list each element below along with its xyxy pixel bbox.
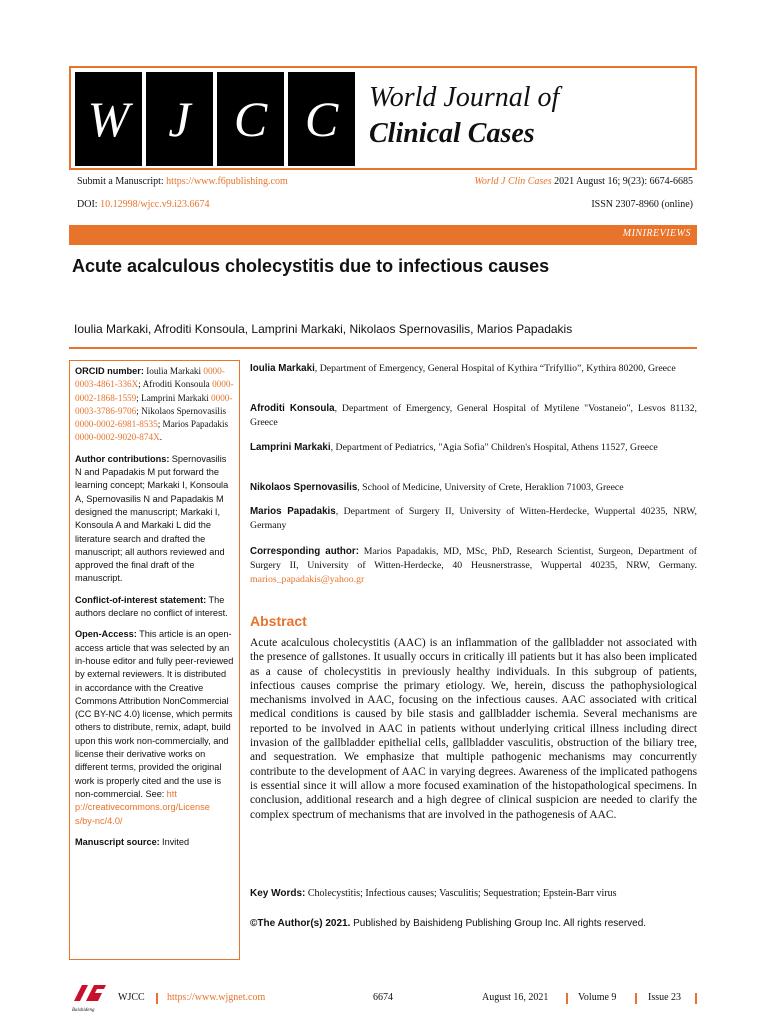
email-link[interactable]: marios_papadakis@yahoo.gr bbox=[250, 574, 365, 585]
baishideng-logo-icon bbox=[72, 983, 108, 1003]
coi-label: Conflict-of-interest statement: bbox=[75, 594, 207, 605]
publisher-logo bbox=[72, 983, 108, 1011]
banner-letter-j: J bbox=[146, 72, 213, 166]
submit-label: Submit a Manuscript: bbox=[77, 176, 164, 187]
affiliation-4 bbox=[250, 481, 697, 495]
orcid-author-4: ; Nikolaos Spernovasilis bbox=[136, 405, 227, 416]
corresponding-author bbox=[250, 545, 697, 587]
section-bar bbox=[69, 225, 697, 245]
footer-url[interactable]: https://www.wjgnet.com bbox=[167, 992, 266, 1003]
orcid-link-3[interactable]: 0000-0003-3786-9706 bbox=[75, 392, 233, 416]
affiliation-text-4: , School of Medicine, University of Crete, Heraklion 71003, Greece bbox=[357, 482, 624, 493]
copyright-bold: ©The Author(s) 2021. bbox=[250, 918, 351, 929]
abstract-text: Acute acalculous cholecystitis (AAC) is an inflammation of the gallbladder not associated with the presence of gallstones. It usually occurs in critically ill patients but it has also been implicated as a cause of cholecystitis in previously healthy individuals. In this subgroup of patients, infectious causes comprise the primary etiology. We, herein, discuss the pathophysiological mechanisms involved in AAC, focusing on the infectious causes. AAC associated with critical medical conditions is caused by bile stasis and gallbladder ischemia. Several mechanisms are reported to be involved in AAC in patients without underlying critical illness including direct invasion of the gallbladder epithelial cells, gallbladder vasculitis, obstruction of the biliary tree, and sequestration. We emphasize that multiple pathogenic mechanisms may concurrently contribute to the development of AAC in varying degrees. Awareness of the implicated pathogens is essential since it will allow a more focused examination of the histopathological specimens. In conclusion, additional research and a high degree of clinical suspicion are needed to clarify the complex spectrum of mechanisms that are involved in the pathogenesis of AAC. bbox=[250, 637, 697, 821]
footer-sep-1 bbox=[156, 993, 158, 1004]
orcid-link-4[interactable]: 0000-0002-6981-8535 bbox=[75, 419, 158, 430]
footer-sep-4 bbox=[695, 993, 697, 1004]
sidebar-box bbox=[69, 360, 240, 960]
manuscript-source-block bbox=[75, 836, 234, 849]
orcid-block bbox=[75, 365, 234, 445]
citation-text: 2021 August 16; 9(23): 6674-6685 bbox=[554, 176, 693, 187]
citation bbox=[474, 176, 693, 187]
banner-letter-c2: C bbox=[288, 72, 355, 166]
issn: ISSN 2307-8960 (online) bbox=[591, 199, 693, 210]
affiliation-text-3: , Department of Pediatrics, "Agia Sofia" Children's Hospital, Athens 11527, Greece bbox=[330, 442, 658, 453]
affiliation-1 bbox=[250, 362, 697, 376]
banner-letter-w: W bbox=[75, 72, 142, 166]
affiliation-name-5: Marios Papadakis bbox=[250, 506, 336, 517]
doi-label: DOI: bbox=[77, 199, 98, 210]
section-label: MINIREVIEWS bbox=[622, 228, 691, 239]
coi-text: The authors declare no conflict of interest. bbox=[75, 594, 228, 619]
journal-title-line2: Clinical Cases bbox=[369, 118, 535, 149]
footer-sep-3 bbox=[635, 993, 637, 1004]
article-title: Acute acalculous cholecystitis due to infectious causes bbox=[72, 256, 550, 276]
journal-abbrev: World J Clin Cases bbox=[474, 176, 552, 187]
corresponding-text: Marios Papadakis, MD, MSc, PhD, Research Scientist, Surgeon, Department of Surgery II, University of Witten-Herdecke, 40 Heusnerstrasse, Wuppertal 40235, NRW, Germany. bbox=[250, 546, 697, 571]
orcid-link-1[interactable]: 0000-0003-4861-336X bbox=[75, 366, 225, 390]
page-number: 6674 bbox=[373, 992, 393, 1003]
divider-rule bbox=[69, 347, 697, 349]
footer-date: August 16, 2021 bbox=[482, 992, 549, 1003]
affiliation-name-3: Lamprini Markaki bbox=[250, 442, 331, 453]
footer-volume: Volume 9 bbox=[578, 992, 617, 1003]
affiliation-name-1: Ioulia Markaki bbox=[250, 363, 315, 374]
footer-issue: Issue 23 bbox=[648, 992, 682, 1003]
manuscript-source-text: Invited bbox=[162, 836, 190, 847]
orcid-label: ORCID number: bbox=[75, 366, 144, 376]
logo-text: Baishideng bbox=[72, 1008, 95, 1013]
manuscript-source-label: Manuscript source: bbox=[75, 836, 160, 847]
orcid-end: . bbox=[159, 432, 163, 443]
affiliation-text-2: , Department of Emergency, General Hospital of Mytilene "Vostaneio", Lesvos 81132, Greece bbox=[250, 403, 698, 428]
affiliation-3 bbox=[250, 441, 697, 455]
doi-link[interactable]: 10.12998/wjcc.v9.i23.6674 bbox=[100, 199, 210, 210]
corresponding-label: Corresponding author: bbox=[250, 546, 359, 557]
banner-letter-c1: C bbox=[217, 72, 284, 166]
keywords-text: Cholecystitis; Infectious causes; Vasculitis; Sequestration; Epstein-Barr virus bbox=[307, 888, 617, 899]
meta-row-2 bbox=[77, 199, 693, 210]
license-link-part3[interactable]: s/by-nc/4.0/ bbox=[75, 815, 123, 826]
open-access-label: Open-Access: bbox=[75, 629, 137, 640]
coi-block bbox=[75, 594, 234, 621]
contrib-block bbox=[75, 453, 234, 586]
submit-link[interactable]: https://www.f6publishing.com bbox=[166, 176, 288, 187]
affiliation-text-5: , Department of Surgery II, University of Witten-Herdecke, Wuppertal 40235, NRW, Germany bbox=[250, 506, 697, 531]
keywords bbox=[250, 888, 617, 899]
orcid-author-2: ; Afroditi Konsoula bbox=[138, 379, 210, 390]
orcid-link-2[interactable]: 0000-0002-1868-1559 bbox=[75, 379, 234, 403]
license-link-part1[interactable]: htt bbox=[166, 788, 177, 799]
open-access-text: This article is an open-access article that was selected by an in-house editor and fully peer-reviewed by external reviewers. It is distributed in accordance with the Creative Commons Attribution NonCommercial (CC BY-NC 4.0) license, which permits others to distribute, remix, adapt, build upon this work non-commercially, and license their derivative works on different terms, provided the original work is properly cited and the use is non-commercial. See: bbox=[75, 629, 234, 799]
affiliation-name-2: Afroditi Konsoula bbox=[250, 403, 335, 414]
abstract-heading: Abstract bbox=[250, 613, 307, 629]
orcid-author-5: ; Marios Papadakis bbox=[157, 419, 229, 430]
journal-banner bbox=[69, 66, 697, 170]
meta-row-1 bbox=[77, 176, 693, 187]
keywords-label: Key Words: bbox=[250, 888, 306, 899]
footer-sep-2 bbox=[566, 993, 568, 1004]
contrib-text: Spernovasilis N and Papadakis M put forward the learning concept; Markaki I, Konsoula A, Spernovasilis N and Papadakis M designed the manuscript; Markaki I, Konsoula A and Markaki L did the literature search and drafted the manuscript; all authors reviewed and approved the final draft of the manuscript. bbox=[75, 453, 229, 584]
copyright bbox=[250, 918, 646, 929]
journal-title-line1: World Journal of bbox=[369, 82, 560, 113]
open-access-block bbox=[75, 628, 234, 827]
orcid-author-3: ; Lamprini Markaki bbox=[136, 392, 209, 403]
orcid-author-1: Ioulia Markaki bbox=[146, 366, 202, 376]
footer-journal: WJCC bbox=[118, 992, 145, 1003]
license-link-part2[interactable]: p://creativecommons.org/License bbox=[75, 802, 210, 813]
affiliation-text-1: , Department of Emergency, General Hospital of Kythira “Trifyllio”, Kythira 80200, Greece bbox=[314, 363, 676, 374]
contrib-label: Author contributions: bbox=[75, 453, 170, 464]
affiliation-name-4: Nikolaos Spernovasilis bbox=[250, 482, 358, 493]
orcid-link-5[interactable]: 0000-0002-9020-874X bbox=[75, 432, 160, 443]
author-list: Ioulia Markaki, Afroditi Konsoula, Lamprini Markaki, Nikolaos Spernovasilis, Marios Papadakis bbox=[74, 322, 573, 336]
affiliation-2 bbox=[250, 402, 697, 430]
affiliation-5 bbox=[250, 505, 697, 533]
copyright-text: Published by Baishideng Publishing Group Inc. All rights reserved. bbox=[353, 918, 647, 929]
